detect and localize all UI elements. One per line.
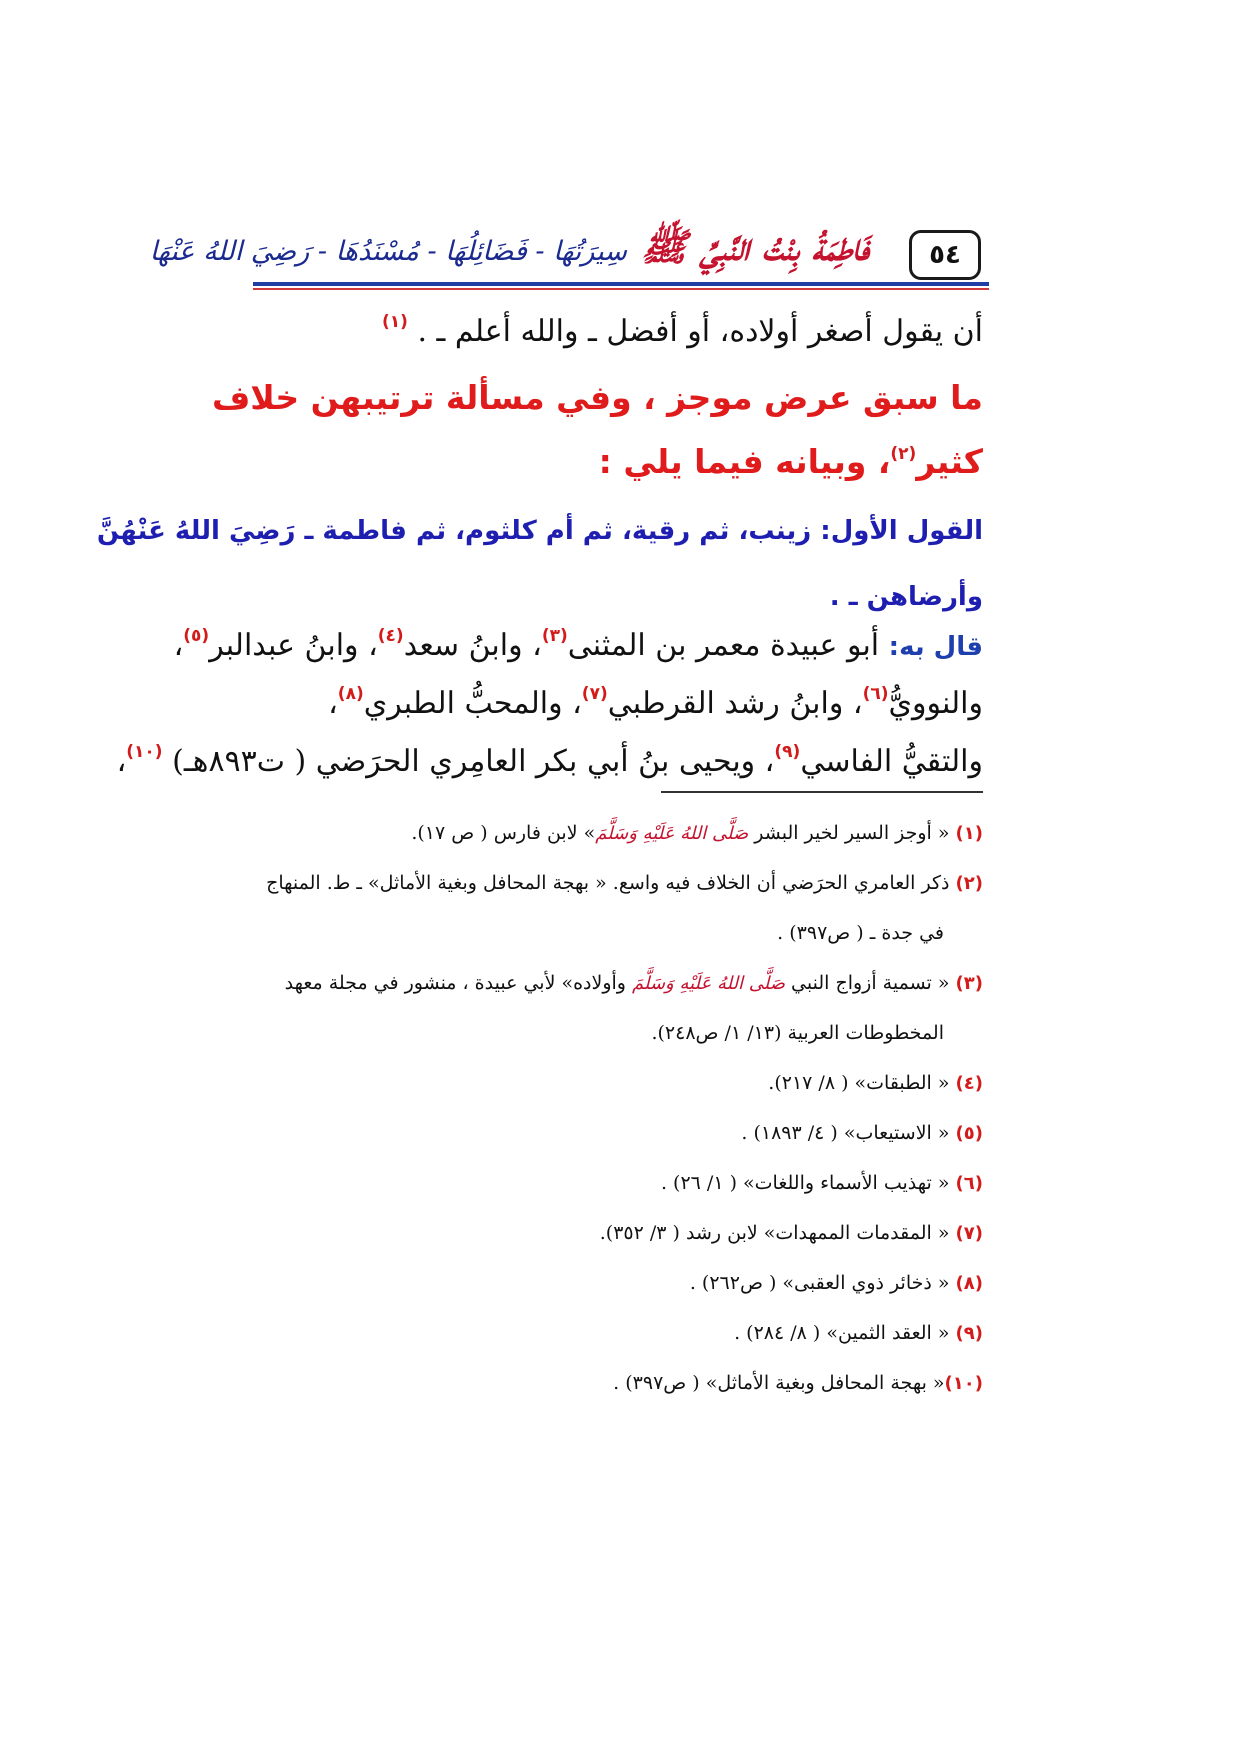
footnote-number: (١٠) <box>944 1373 983 1394</box>
footnote-text: « الطبقات» ( ٨/ ٢١٧). <box>768 1072 956 1094</box>
footnote-ref-10: (١٠) <box>126 742 163 762</box>
footnote-ref-7: (٧) <box>581 684 608 704</box>
footnote-number: (٩) <box>955 1323 983 1344</box>
said-by-l3a: والتقيُّ الفاسي <box>800 744 983 779</box>
footnote-5 <box>741 1122 983 1144</box>
said-by-l2d: ، <box>328 686 338 721</box>
said-by-line-2 <box>328 686 983 721</box>
said-by-label: قال به: <box>888 632 983 662</box>
footnote-number: (١) <box>955 823 983 844</box>
footnote-number: (٣) <box>955 973 983 994</box>
section-heading-rest: ، وبيانه فيما يلي : <box>598 442 891 481</box>
footnote-number: (٦) <box>955 1173 983 1194</box>
header-rule-red <box>253 288 989 290</box>
section-heading-line-1: ما سبق عرض موجز ، وفي مسألة ترتيبهن خلاف <box>211 378 983 417</box>
book-title <box>150 224 869 279</box>
footnote-ref-8: (٨) <box>337 684 364 704</box>
first-view-line-1 <box>97 516 983 546</box>
section-heading-line-2 <box>599 442 983 481</box>
footnote-text: » لابن فارس ( ص ١٧). <box>411 822 596 844</box>
book-title-subtitle: سِيرَتُهَا - فَضَائِلُهَا - مُسْنَدُهَا - رَضِيَ اللهُ عَنْهَا <box>149 236 627 267</box>
footnote-2 <box>266 872 983 894</box>
footnote-7 <box>600 1222 983 1244</box>
footnote-10 <box>613 1372 983 1394</box>
footnote-text: « تهذيب الأسماء واللغات» ( ١/ ٢٦) . <box>660 1172 956 1194</box>
footnote-ref-3: (٣) <box>541 626 568 646</box>
said-by-l2b: ، وابنُ رشد القرطبي <box>607 686 863 721</box>
footnote-ref-2: (٢) <box>890 444 917 464</box>
book-title-main: فَاطِمَةُ بِنْتُ النَّبِيِّ ﷺ <box>641 224 869 269</box>
footnote-3-continued: المخطوطات العربية (١٣/ ١/ ص٢٤٨). <box>651 1022 944 1044</box>
said-by-l2a: والنوويُّ <box>888 686 983 721</box>
body-line-1-text: أن يقول أصغر أولاده، أو أفضل ـ والله أعلم ـ . <box>407 314 983 349</box>
footnote-number: (٨) <box>955 1273 983 1294</box>
footnote-ref-1: (١) <box>381 312 408 332</box>
footnote-text: ذكر العامري الحرَضي أن الخلاف فيه واسع. « بهجة المحافل وبغية الأماثل» ـ ط. المنهاج <box>266 872 956 894</box>
first-view-honorific: رَضِيَ اللهُ عَنْهُنَّ <box>96 516 296 546</box>
footnote-text: « العقد الثمين» ( ٨/ ٢٨٤) . <box>734 1322 956 1344</box>
footnote-ref-5: (٥) <box>183 626 210 646</box>
footnote-6 <box>661 1172 983 1194</box>
footnote-text: « الاستيعاب» ( ٤/ ١٨٩٣) . <box>741 1122 956 1144</box>
footnote-number: (٢) <box>955 873 983 894</box>
said-by-l1a: أبو عبيدة معمر بن المثنى <box>567 628 889 663</box>
said-by-l2c: ، والمحبُّ الطبري <box>363 686 582 721</box>
footnote-text: « تسمية أزواج النبي <box>785 972 956 994</box>
footnote-honorific: صَلَّى اللهُ عَلَيْهِ وَسَلَّمَ <box>632 973 786 994</box>
footnote-8 <box>690 1272 983 1294</box>
footnote-ref-9: (٩) <box>774 742 801 762</box>
footnote-1 <box>411 822 983 844</box>
page-header <box>149 208 989 288</box>
first-view-line-2: وأرضاهن ـ . <box>829 582 983 612</box>
footnote-4 <box>768 1072 983 1094</box>
footnote-number: (٧) <box>955 1223 983 1244</box>
footnote-text: « المقدمات الممهدات» لابن رشد ( ٣/ ٣٥٢). <box>599 1222 956 1244</box>
footnote-honorific: صَلَّى اللهُ عَلَيْهِ وَسَلَّمَ <box>595 823 749 844</box>
footnote-text: « بهجة المحافل وبغية الأماثل» ( ص٣٩٧) . <box>613 1372 945 1394</box>
footnote-ref-4: (٤) <box>377 626 404 646</box>
header-rule-blue <box>253 282 989 286</box>
footnote-divider <box>661 791 983 793</box>
footnote-text: « أوجز السير لخير البشر <box>748 822 956 844</box>
footnote-3 <box>285 972 983 994</box>
first-view-text: زينب، ثم رقية، ثم أم كلثوم، ثم فاطمة ـ <box>295 516 821 546</box>
said-by-l1d: ، <box>173 628 184 663</box>
page-number: ٥٤ <box>909 230 981 280</box>
footnote-number: (٤) <box>955 1073 983 1094</box>
said-by-l1b: ، وابنُ سعد <box>403 628 542 663</box>
said-by-l3b: ، ويحيى بنُ أبي بكر العامِري الحرَضي ( ت٨٩٣هـ) <box>162 744 775 779</box>
said-by-l3c: ، <box>116 744 127 779</box>
footnote-ref-6: (٦) <box>862 684 889 704</box>
footnote-2-continued: في جدة ـ ( ص٣٩٧) . <box>777 922 944 944</box>
section-heading-word: كثير <box>916 442 983 481</box>
said-by-l1c: ، وابنُ عبدالبر <box>209 628 378 663</box>
said-by-line-3 <box>117 744 983 779</box>
footnote-9 <box>734 1322 983 1344</box>
body-line-1 <box>382 314 983 349</box>
footnote-text: « ذخائر ذوي العقبى» ( ص٢٦٢) . <box>689 1272 956 1294</box>
footnote-number: (٥) <box>955 1123 983 1144</box>
first-view-label: القول الأول: <box>820 516 983 546</box>
footnote-text: وأولاده» لأبي عبيدة ، منشور في مجلة معهد <box>284 972 633 994</box>
said-by-line-1 <box>174 628 983 663</box>
